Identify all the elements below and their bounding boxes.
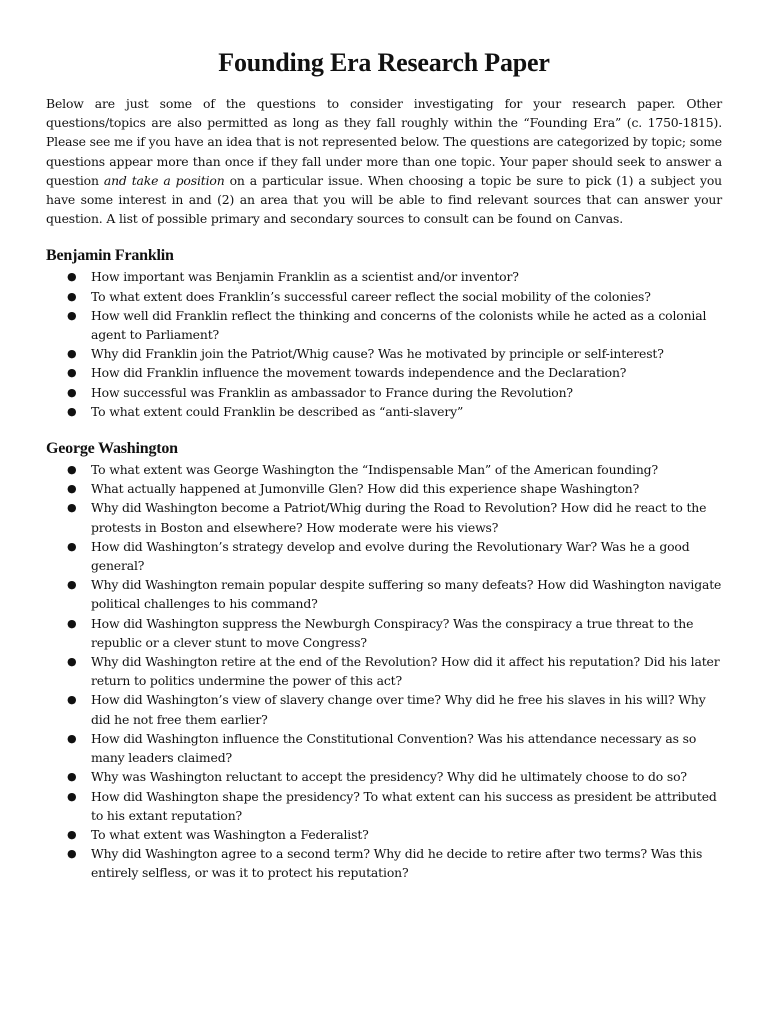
list-item	[46, 479, 722, 498]
bullet-icon: ●	[67, 655, 77, 669]
bullet-icon: ●	[67, 770, 77, 784]
intro-text-part-1: Below are just some of the questions to consider investigating for your research paper. Other questions/topics are also permitted as long as they fall roughly within the “Founding Era” (c. 1750-1815). Please see me if you have an idea that is not represented below. The questions are categorized by topic; some questions appear more than once if they fall under more than one topic. Your paper should seek to answer a question	[46, 96, 722, 188]
question-list-george-washington	[46, 460, 722, 882]
list-item	[46, 537, 722, 575]
page-title: Founding Era Research Paper	[218, 48, 550, 77]
question-text: Why was Washington reluctant to accept the presidency? Why did he ultimately choose to do so?	[91, 769, 687, 785]
question-text: How important was Benjamin Franklin as a scientist and/or inventor?	[91, 269, 519, 285]
bullet-icon: ●	[67, 463, 77, 477]
question-text: How did Franklin influence the movement towards independence and the Declaration?	[91, 365, 627, 381]
bullet-icon: ●	[67, 270, 77, 284]
bullet-icon: ●	[67, 347, 77, 361]
question-text: Why did Washington agree to a second term? Why did he decide to retire after two terms? Was this entirely selfless, or was it to protect his reputation?	[91, 846, 703, 881]
bullet-icon: ●	[67, 789, 77, 803]
bullet-icon: ●	[67, 616, 77, 630]
list-item	[46, 498, 722, 536]
list-item	[46, 287, 722, 306]
intro-emphasis: and take a position	[103, 172, 225, 188]
list-item	[46, 652, 722, 690]
topic-sections	[46, 245, 722, 882]
list-item	[46, 344, 722, 363]
list-item	[46, 767, 722, 786]
question-text: How did Washington suppress the Newburgh Conspiracy? Was the conspiracy a true threat to the republic or a clever stunt to move Congress?	[91, 615, 694, 650]
section-heading-george-washington: George Washington	[46, 440, 178, 458]
bullet-icon: ●	[67, 308, 77, 322]
list-item	[46, 844, 722, 882]
question-text: How did Washington’s view of slavery change over time? Why did he free his slaves in his will? Why did he not free them earlier?	[91, 692, 706, 727]
question-text: To what extent could Franklin be described as “anti-slavery”	[91, 403, 464, 419]
list-item	[46, 787, 722, 825]
bullet-icon: ●	[67, 385, 77, 399]
bullet-icon: ●	[67, 482, 77, 496]
bullet-icon: ●	[67, 731, 77, 745]
list-item	[46, 729, 722, 767]
list-item	[46, 306, 722, 344]
list-item	[46, 460, 722, 479]
question-text: To what extent does Franklin’s successful career reflect the social mobility of the colonies?	[91, 288, 651, 304]
list-item	[46, 690, 722, 728]
bullet-icon: ●	[67, 539, 77, 553]
question-text: Why did Washington become a Patriot/Whig during the Road to Revolution? How did he react to the protests in Boston and elsewhere? How moderate were his views?	[91, 500, 707, 535]
list-item	[46, 575, 722, 613]
question-text: How did Washington shape the presidency? To what extent can his success as president be attributed to his extant reputation?	[91, 788, 717, 823]
intro-text-part-2: on a particular issue. When choosing a topic be sure to pick (1) a subject you have some interest in and (2) an area that you will be able to find relevant sources that can answer your question. A list of possible primary and secondary sources to consult can be found on Canvas.	[46, 172, 722, 227]
list-item	[46, 363, 722, 382]
question-list-benjamin-franklin	[46, 267, 722, 421]
bullet-icon: ●	[67, 289, 77, 303]
question-text: To what extent was Washington a Federalist?	[91, 826, 369, 842]
bullet-icon: ●	[67, 366, 77, 380]
bullet-icon: ●	[67, 404, 77, 418]
bullet-icon: ●	[67, 847, 77, 861]
section-heading-benjamin-franklin: Benjamin Franklin	[46, 247, 174, 265]
list-item	[46, 383, 722, 402]
intro-paragraph	[46, 94, 722, 228]
question-text: Why did Franklin join the Patriot/Whig cause? Was he motivated by principle or self-interest?	[91, 346, 664, 362]
question-text: How successful was Franklin as ambassador to France during the Revolution?	[91, 384, 573, 400]
question-text: Why did Washington retire at the end of the Revolution? How did it affect his reputation? Did his later return to politics undermine the power of this act?	[91, 654, 720, 689]
bullet-icon: ●	[67, 827, 77, 841]
bullet-icon: ●	[67, 693, 77, 707]
list-item	[46, 614, 722, 652]
question-text: How well did Franklin reflect the thinking and concerns of the colonists while he acted as a colonial agent to Parliament?	[91, 307, 707, 343]
bullet-icon: ●	[67, 501, 77, 515]
question-text: What actually happened at Jumonville Glen? How did this experience shape Washington?	[91, 481, 640, 497]
question-text: How did Washington influence the Constitutional Convention? Was his attendance necessary as so many leaders claimed?	[91, 730, 697, 766]
bullet-icon: ●	[67, 578, 77, 592]
question-text: How did Washington’s strategy develop and evolve during the Revolutionary War? Was he a good general?	[91, 538, 690, 574]
question-text: To what extent was George Washington the “Indispensable Man” of the American founding?	[91, 462, 658, 478]
list-item	[46, 267, 722, 286]
list-item	[46, 825, 722, 844]
question-text: Why did Washington remain popular despite suffering so many defeats? How did Washington navigate political challenges to his command?	[91, 577, 722, 612]
list-item	[46, 402, 722, 421]
